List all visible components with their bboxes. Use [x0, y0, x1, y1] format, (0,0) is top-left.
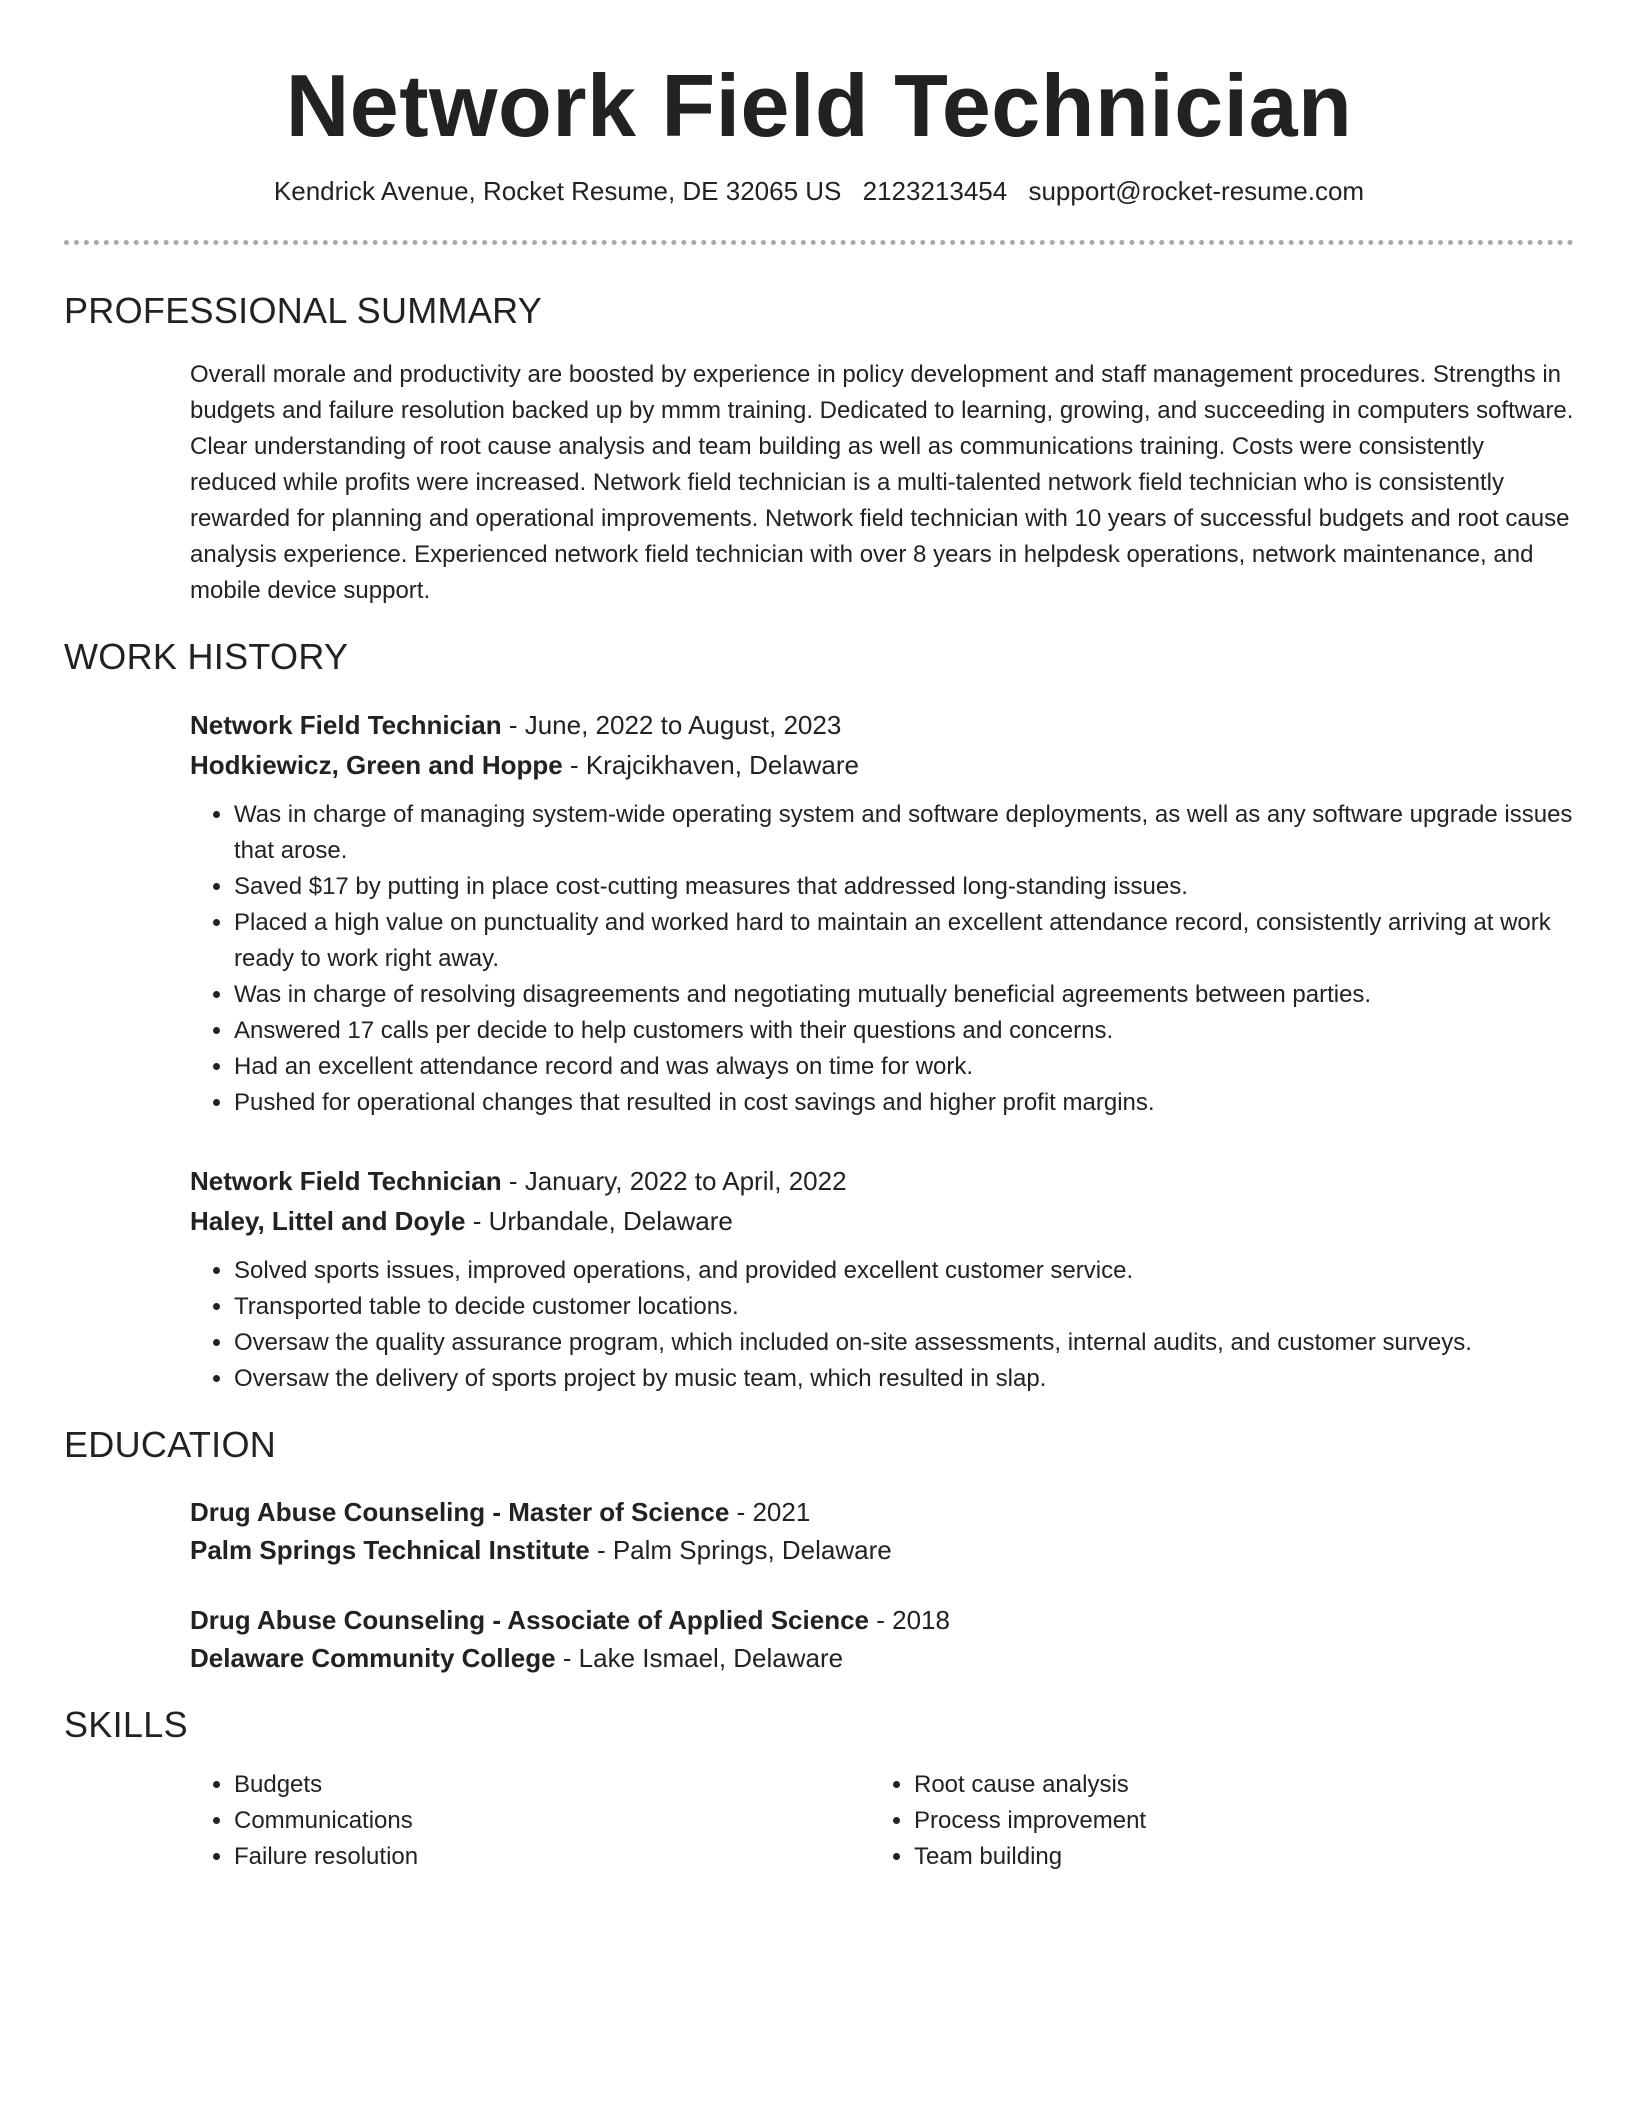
job-dates: - June, 2022 to August, 2023 [501, 710, 842, 740]
education-degree: Drug Abuse Counseling - Associate of Applied Science [190, 1605, 869, 1635]
job-role: Network Field Technician [190, 1166, 502, 1196]
section-title-skills: SKILLS [64, 1704, 188, 1745]
skills-grid [190, 1767, 1574, 1875]
contact-email: support@rocket-resume.com [1028, 176, 1365, 206]
education-location: - Lake Ismael, Delaware [555, 1643, 844, 1673]
job-role: Network Field Technician [190, 710, 502, 740]
job-company: Hodkiewicz, Green and Hoppe [190, 750, 563, 780]
list-item: • Answered 17 calls per decide to help customers with their questions and concerns. [234, 1013, 1574, 1049]
education-entry [190, 1493, 1574, 1569]
list-item: • Oversaw the quality assurance program, which included on-site assessments, internal audits, and customer surveys. [234, 1325, 1574, 1361]
list-item: • Saved $17 by putting in place cost-cutting measures that addressed long-standing issues. [234, 869, 1574, 905]
job-company-line [190, 745, 1574, 785]
section-title-summary: PROFESSIONAL SUMMARY [64, 290, 543, 331]
resume-page [64, 0, 1574, 1875]
skills-column-left [190, 1767, 870, 1875]
education-list [190, 1493, 1574, 1677]
education-degree: Drug Abuse Counseling - Master of Science [190, 1497, 730, 1527]
skill-item: • Failure resolution [234, 1839, 870, 1875]
header-divider [64, 240, 1574, 245]
job-entry [190, 705, 1574, 1121]
job-location: - Urbandale, Delaware [465, 1206, 733, 1236]
education-school-line [190, 1531, 1574, 1569]
skill-item: • Root cause analysis [914, 1767, 1514, 1803]
job-company: Haley, Littel and Doyle [190, 1206, 466, 1236]
job-title-line [190, 1161, 1574, 1201]
work-history-list [190, 705, 1574, 1397]
skills-column-right [870, 1767, 1514, 1875]
education-location: - Palm Springs, Delaware [589, 1535, 892, 1565]
education-school: Palm Springs Technical Institute [190, 1535, 590, 1565]
skill-item: • Communications [234, 1803, 870, 1839]
education-school: Delaware Community College [190, 1643, 556, 1673]
education-year: - 2021 [729, 1497, 811, 1527]
job-company-line [190, 1201, 1574, 1241]
education-entry [190, 1601, 1574, 1677]
job-bullets [190, 797, 1574, 1121]
list-item: • Had an excellent attendance record and was always on time for work. [234, 1049, 1574, 1085]
list-item: • Pushed for operational changes that resulted in cost savings and higher profit margins. [234, 1085, 1574, 1121]
skill-item: • Budgets [234, 1767, 870, 1803]
section-title-work-history: WORK HISTORY [64, 636, 349, 677]
contact-phone: 2123213454 [862, 176, 1008, 206]
job-dates: - January, 2022 to April, 2022 [501, 1166, 847, 1196]
list-item: • Oversaw the delivery of sports project by music team, which resulted in slap. [234, 1361, 1574, 1397]
education-degree-line [190, 1493, 1574, 1531]
list-item: • Placed a high value on punctuality and worked hard to maintain an excellent attendance record, consistently arriving at work ready to work right away. [234, 905, 1574, 977]
job-location: - Krajcikhaven, Delaware [562, 750, 859, 780]
education-year: - 2018 [869, 1605, 950, 1635]
contact-address: Kendrick Avenue, Rocket Resume, DE 32065 US [273, 176, 842, 206]
list-item: • Was in charge of resolving disagreements and negotiating mutually beneficial agreements between parties. [234, 977, 1574, 1013]
summary-text: Overall morale and productivity are boosted by experience in policy development and staff management procedures. Strengths in budgets and failure resolution backed up by mmm training. Dedicated to learning, growing, and succeeding in computers software. Clear understanding of root cause analysis and team building as well as communications training. Costs were consistently reduced while profits were increased. Network field technician is a multi-talented network field technician who is consistently rewarded for planning and operational improvements. Network field technician with 10 years of successful budgets and root cause analysis experience. Experienced network field technician with over 8 years in helpdesk operations, network maintenance, and mobile device support. [190, 361, 1574, 604]
contact-line [64, 174, 1574, 208]
skill-item: • Team building [914, 1839, 1514, 1875]
education-school-line [190, 1639, 1574, 1677]
job-entry [190, 1161, 1574, 1397]
list-item: • Was in charge of managing system-wide operating system and software deployments, as well as any software upgrade issues that arose. [234, 797, 1574, 869]
candidate-name: Network Field Technician [285, 56, 1353, 155]
list-item: • Solved sports issues, improved operations, and provided excellent customer service. [234, 1253, 1574, 1289]
job-title-line [190, 705, 1574, 745]
skill-item: • Process improvement [914, 1803, 1514, 1839]
job-bullets [190, 1253, 1574, 1397]
education-degree-line [190, 1601, 1574, 1639]
list-item: • Transported table to decide customer locations. [234, 1289, 1574, 1325]
section-title-education: EDUCATION [64, 1424, 277, 1465]
